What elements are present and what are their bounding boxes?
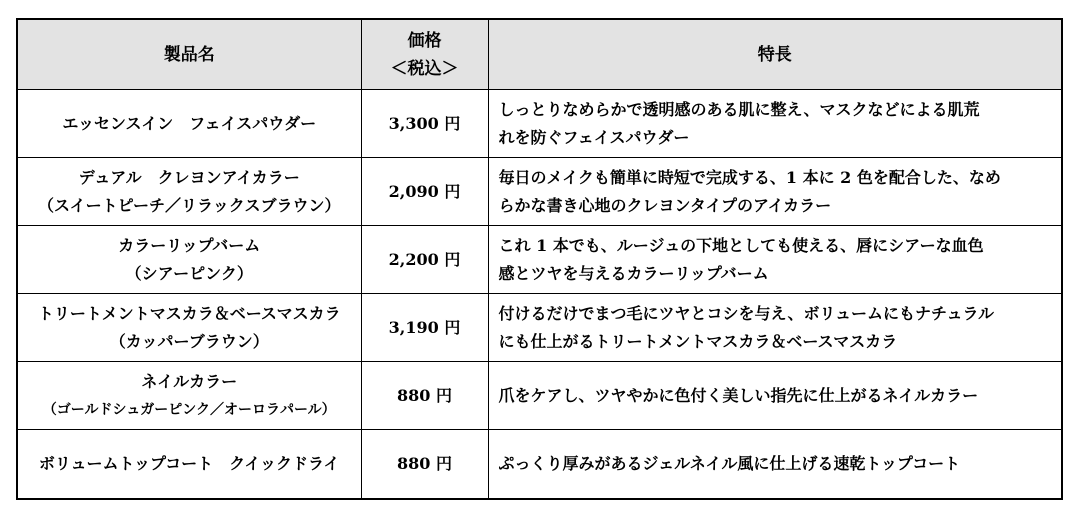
- product-name-cell: [17, 90, 361, 158]
- price-cell: 2,200 円: [361, 226, 488, 294]
- header-price-tax-note: ＜税込＞: [390, 58, 459, 79]
- features-line: 感とツヤを与えるカラーリップバーム: [498, 263, 769, 283]
- product-name: トリートメントマスカラ＆ベースマスカラ: [37, 303, 341, 323]
- table-row: [17, 294, 1062, 362]
- product-name-cell: [17, 226, 361, 294]
- product-name: カラーリップバーム: [118, 235, 261, 255]
- product-variant: （ゴールドシュガーピンク／オーロラパール）: [42, 401, 336, 418]
- product-name: デュアル クレヨンアイカラー: [78, 167, 300, 187]
- table-row: [17, 90, 1062, 158]
- table-row: [17, 362, 1062, 430]
- table-body: [17, 90, 1062, 499]
- product-variant: （シアーピンク）: [125, 263, 253, 283]
- features-cell: [488, 430, 1062, 499]
- features-line: 毎日のメイクも簡単に時短で完成する、1 本に 2 色を配合した、なめ: [498, 167, 1001, 187]
- features-line: 爪をケアし、ツヤやかに色付く美しい指先に仕上がるネイルカラー: [498, 385, 979, 405]
- product-name: ネイルカラー: [141, 371, 238, 391]
- header-row: [17, 19, 1062, 90]
- features-line: にも仕上がるトリートメントマスカラ＆ベースマスカラ: [498, 331, 898, 351]
- table-row: [17, 158, 1062, 226]
- product-name-cell: [17, 430, 361, 499]
- features-line: れを防ぐフェイスパウダー: [498, 127, 690, 147]
- product-table-container: [16, 18, 1061, 500]
- table-row: [17, 430, 1062, 499]
- product-name-cell: [17, 362, 361, 430]
- features-line: しっとりなめらかで透明感のある肌に整え、マスクなどによる肌荒: [498, 99, 980, 119]
- price-cell: 880 円: [361, 430, 488, 499]
- price-cell: 3,300 円: [361, 90, 488, 158]
- features-cell: [488, 294, 1062, 362]
- table-row: [17, 226, 1062, 294]
- product-variant: （スイートピーチ／リラックスブラウン）: [37, 195, 341, 215]
- price-cell: 2,090 円: [361, 158, 488, 226]
- product-name-cell: [17, 158, 361, 226]
- header-price: [361, 19, 488, 90]
- product-table: [16, 18, 1063, 500]
- features-line: 付けるだけでまつ毛にツヤとコシを与え、ボリュームにもナチュラル: [498, 303, 995, 323]
- header-features: 特長: [488, 19, 1062, 90]
- features-cell: [488, 362, 1062, 430]
- features-line: これ 1 本でも、ルージュの下地としても使える、唇にシアーな血色: [498, 235, 984, 255]
- header-price-label: 価格: [407, 30, 442, 51]
- product-name: エッセンスイン フェイスパウダー: [62, 113, 317, 133]
- price-cell: 880 円: [361, 362, 488, 430]
- features-cell: [488, 158, 1062, 226]
- features-cell: [488, 226, 1062, 294]
- features-line: らかな書き心地のクレヨンタイプのアイカラー: [498, 195, 832, 215]
- price-cell: 3,190 円: [361, 294, 488, 362]
- product-name: ボリュームトップコート クイックドライ: [38, 453, 340, 473]
- features-line: ぷっくり厚みがあるジェルネイル風に仕上げる速乾トップコート: [498, 453, 961, 473]
- header-product-name: 製品名: [17, 19, 361, 90]
- product-name-cell: [17, 294, 361, 362]
- product-variant: （カッパーブラウン）: [109, 331, 269, 351]
- features-cell: [488, 90, 1062, 158]
- table-header: [17, 19, 1062, 90]
